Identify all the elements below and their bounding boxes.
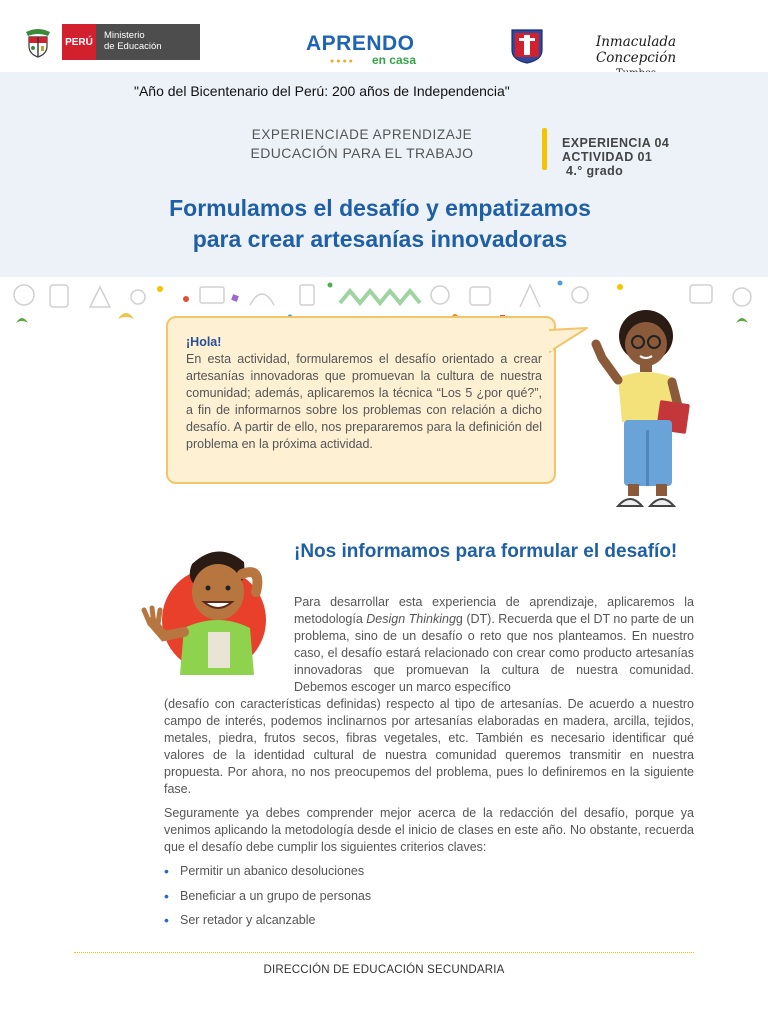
ministry-line1: Ministerio [104, 30, 145, 41]
experience-line1: EXPERIENCIADE APRENDIZAJE [251, 127, 473, 142]
intro-paragraph-rest: g (DT). Recuerda que el DT no parte de un problema, sino de un desafío o reto que nos planteamos. En nuestro caso, el desafío estará relacionado con crear como producto artesanías innovadoras que promuevan la cultura de nuestra comunidad. Debemos escoger un marco específico [294, 612, 695, 694]
intro-paragraph [294, 594, 694, 696]
criteria-paragraph: Seguramente ya debes comprender mejor acerca de la redacción del desafío, porque ya venimos aplicando la metodología desde el inicio de clases en este año. No obstante, recuerda que el desafío debe cumplir los siguientes criterios claves: [164, 806, 694, 854]
ministry-line2: de Educación [104, 41, 162, 52]
yellow-divider [542, 128, 547, 170]
experience-number: EXPERIENCIA 04 [562, 136, 670, 150]
aprendo-en-casa-logo [306, 32, 418, 70]
experience-meta [562, 136, 669, 178]
experience-line2: EDUCACIÓN PARA EL TRABAJO [250, 145, 474, 161]
intro-paragraph-start: Para desarrollar esta experiencia de aprendizaje, aplicaremos la metodología [294, 595, 694, 626]
document-header [0, 72, 768, 277]
year-motto: "Año del Bicentenario del Perú: 200 años de Independencia" [134, 83, 510, 99]
bubble-text: En esta actividad, formularemos el desafío orientado a crear artesanías innovadoras que promuevan la cultura de nuestra comunidad; además, aplicaremos la técnica “Los 5 ¿por qué?”, a fin de informarnos sobre los problemas con relación a dicho desafío. A partir de ello, nos prepararemos para la definición del problema en la próxima actividad. [186, 352, 542, 451]
grade-label: 4.° grado [566, 164, 624, 178]
title-line1: Formulamos el desafío y empatizamos [169, 195, 591, 221]
peru-label: PERÚ [62, 24, 96, 60]
logo-row [0, 0, 768, 72]
activity-number: ACTIVIDAD 01 [562, 150, 653, 164]
peru-coat-of-arms-icon [22, 26, 54, 58]
list-item: • Ser retador y alcanzable [164, 912, 694, 929]
criteria-list [164, 863, 694, 937]
experience-title [220, 125, 504, 163]
intro-speech-bubble [166, 316, 556, 484]
list-item: • Permitir un abanico desoluciones [164, 863, 694, 880]
en-casa-logo-text: en casa [371, 53, 416, 67]
page-title [110, 193, 650, 255]
aprendo-logo-text: APRENDO [306, 32, 415, 55]
list-item: • Beneficiar a un grupo de personas [164, 888, 694, 905]
ministry-logo [62, 24, 200, 60]
section-title: ¡Nos informamos para formular el desafío! [294, 541, 678, 562]
boy-with-book-illustration [588, 296, 698, 518]
title-line2: para crear artesanías innovadoras [192, 226, 568, 252]
intro-paragraph-continued: (desafío con características definidas) respecto al tipo de artesanías. De acuerdo a nuestro campo de interés, podemos inclinarnos por artesanías elaboradas en madera, arcilla, tejidos, metales, piedra, frutos secos, fibras vegetales, etc. También es necesario identificar qué valores de la identidad cultural de nuestra comunidad queremos transmitir en nuestra propuesta. Por ahora, no nos preocupemos del problema, pues lo definiremos en la siguiente fase. [164, 697, 694, 796]
logo-dots-icon: ●●●● [330, 58, 355, 65]
footer-text: DIRECCIÓN DE EDUCACIÓN SECUNDARIA [263, 964, 505, 976]
bubble-tail [549, 326, 589, 356]
thinking-boy-illustration [138, 540, 288, 675]
school-name: Inmaculada Concepción [595, 34, 677, 66]
school-crest-icon [510, 28, 544, 64]
design-thinking-term: Design Thinking [366, 612, 456, 626]
footer-divider [74, 952, 694, 953]
bubble-greeting: ¡Hola! [186, 335, 222, 349]
